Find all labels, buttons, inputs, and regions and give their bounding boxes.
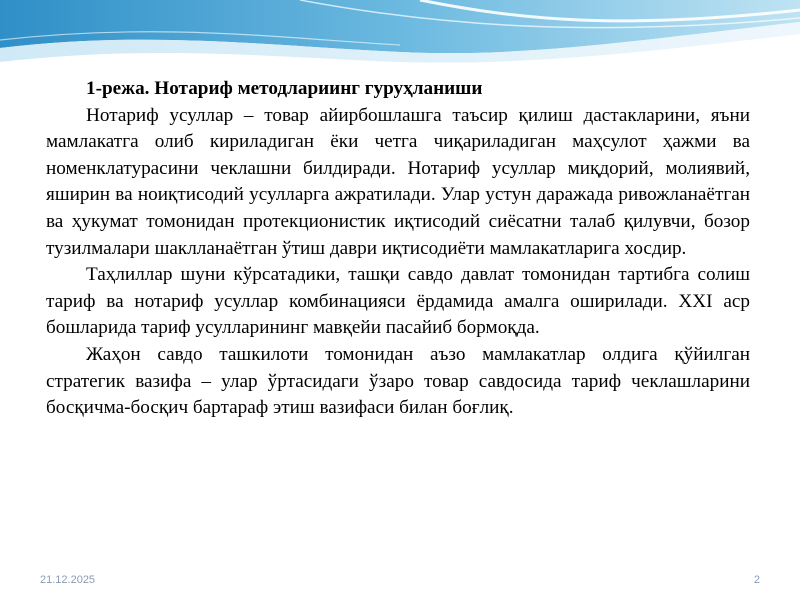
header-wave-decoration [0,0,800,80]
slide-body [46,76,750,422]
footer-page-number: 2 [753,574,760,586]
slide-heading: 1-режа. Нотариф методлариинг гуруҳланиши [86,78,483,99]
paragraph-1: Нотариф усуллар – товар айирбошлашга таъсир қилиш дастакларини, яъни мамлакатга олиб кириладиган ёки четга чиқариладиган маҳсулот ҳажми ва номенклатурасини чеклашни билдиради. Нотариф усуллар миқдорий, молиявий, яширин ва ноиқтисодий усулларга ажратилади. Улар устун даражада ривожланаётган ва ҳукумат томонидан протекционистик иқтисодий сиёсатни талаб қилувчи, бозор тузилмалари шаклланаётган ўтиш даври иқтисодиёти мамлакатларига хосдир. [46,104,750,259]
paragraph-2: Таҳлиллар шуни кўрсатадики, ташқи савдо давлат томонидан тартибга солиш тариф ва нотариф усуллар комбинацияси ёрдамида амалга оширилади. XXI аср бошларида тариф усулларининг мавқейи пасайиб бормоқда. [46,264,750,339]
footer-date: 21.12.2025 [40,574,96,586]
paragraph-3: Жаҳон савдо ташкилоти томонидан аъзо мамлакатлар олдига қўйилган стратегик вазифа – улар ўртасидаги ўзаро товар савдосида тариф чеклашларини босқичма-босқич бартараф этиш вазифаси билан боғлиқ. [46,343,750,419]
